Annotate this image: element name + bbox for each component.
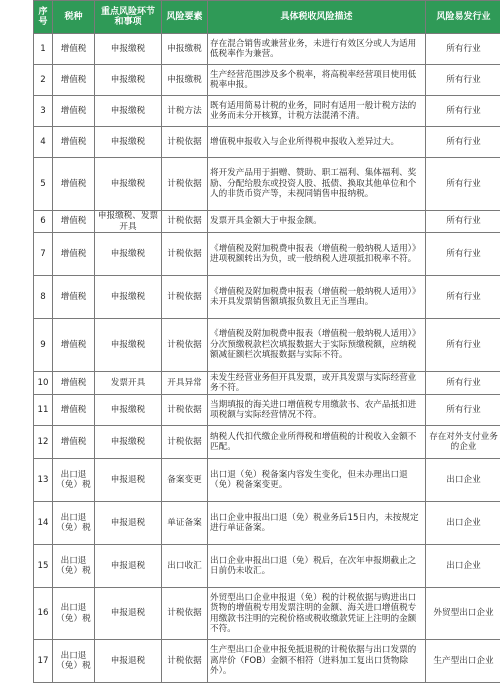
description-cell: 《增值税及附加税费申报表（增值税一般纳税人适用）》未开具发票销售额填报负数且无正当理由。	[208, 276, 426, 319]
table-row	[34, 459, 500, 502]
description-cell: 未发生经营业务但开具发票，或开具发票与实际经营业务不符。	[208, 372, 426, 395]
tax-type-cell: 增值税	[53, 65, 95, 96]
risk-element-cell: 出口收汇	[162, 545, 208, 588]
description-cell: 生产型出口企业申报免抵退税的计税依据与出口发票的离岸价（FOB）金额不相符（进料加工复出口货物除外）。	[208, 640, 426, 683]
row-number: 17	[34, 640, 53, 683]
risk-link-cell: 发票开具	[95, 372, 162, 395]
header-risk-element: 风险要素	[162, 1, 208, 34]
risk-link-cell: 申报缴税	[95, 426, 162, 459]
tax-type-cell: 增值税	[53, 34, 95, 65]
industry-cell: 存在对外支付业务的企业	[426, 426, 500, 459]
table-header	[34, 1, 500, 34]
industry-cell: 所有行业	[426, 233, 500, 276]
description-cell: 外贸型出口企业申报退（免）税的计税依据与购进出口货物的增值税专用发票注明的金额、海关进口增值税专用缴款书注明的完税价格或税收缴款凭证上注明的金额不符。	[208, 588, 426, 640]
industry-cell: 所有行业	[426, 372, 500, 395]
row-number: 13	[34, 459, 53, 502]
risk-element-cell: 申报缴税	[162, 34, 208, 65]
risk-element-cell: 开具异常	[162, 372, 208, 395]
row-number: 9	[34, 319, 53, 372]
description-cell: 生产经营范围涉及多个税率，将高税率经营项目使用低税率申报。	[208, 65, 426, 96]
tax-type-cell: 增值税	[53, 372, 95, 395]
row-number: 4	[34, 127, 53, 158]
risk-link-cell: 申报缴税、发票开具	[95, 211, 162, 233]
industry-cell: 出口企业	[426, 545, 500, 588]
description-cell: 《增值税及附加税费申报表（增值税一般纳税人适用）》进项税额转出为负，或一般纳税人进项抵扣税率不符。	[208, 233, 426, 276]
risk-link-cell: 申报退税	[95, 545, 162, 588]
row-number: 1	[34, 34, 53, 65]
tax-type-cell: 增值税	[53, 96, 95, 127]
table-row	[34, 502, 500, 545]
industry-cell: 所有行业	[426, 276, 500, 319]
risk-link-cell: 申报缴税	[95, 233, 162, 276]
description-cell: 存在混合销售或兼营业务，未进行有效区分或人为适用低税率作为兼营。	[208, 34, 426, 65]
tax-type-cell: 增值税	[53, 395, 95, 426]
table-row	[34, 127, 500, 158]
description-cell: 出口企业申报出口退（免）税后，在次年申报期截止之日前仍未收汇。	[208, 545, 426, 588]
tax-type-cell: 出口退（免）税	[53, 545, 95, 588]
risk-element-cell: 计税依据	[162, 395, 208, 426]
tax-type-cell: 出口退（免）税	[53, 640, 95, 683]
table-row	[34, 395, 500, 426]
tax-type-cell: 增值税	[53, 426, 95, 459]
tax-type-cell: 出口退（免）税	[53, 502, 95, 545]
description-cell: 纳税人代扣代缴企业所得税和增值税的计税收入金额不匹配。	[208, 426, 426, 459]
risk-element-cell: 计税依据	[162, 211, 208, 233]
tax-type-cell: 出口退（免）税	[53, 588, 95, 640]
header-tax-type: 税种	[53, 1, 95, 34]
tax-type-cell: 增值税	[53, 127, 95, 158]
industry-cell: 出口企业	[426, 459, 500, 502]
industry-cell: 所有行业	[426, 65, 500, 96]
table-row	[34, 34, 500, 65]
row-number: 16	[34, 588, 53, 640]
risk-element-cell: 计税依据	[162, 127, 208, 158]
tax-type-cell: 出口退（免）税	[53, 459, 95, 502]
table-row	[34, 640, 500, 683]
row-number: 2	[34, 65, 53, 96]
row-number: 5	[34, 158, 53, 211]
tax-type-cell: 增值税	[53, 211, 95, 233]
table-row	[34, 588, 500, 640]
row-number: 8	[34, 276, 53, 319]
table-body	[34, 34, 500, 683]
row-number: 3	[34, 96, 53, 127]
risk-element-cell: 计税依据	[162, 640, 208, 683]
description-cell: 《增值税及附加税费申报表（增值税一般纳税人适用）》分次预缴税款栏次填报数据大于实际预缴税额，应纳税额减征额栏次填报数据与实际不符。	[208, 319, 426, 372]
risk-link-cell: 申报缴税	[95, 319, 162, 372]
risk-element-cell: 备案变更	[162, 459, 208, 502]
table-row	[34, 372, 500, 395]
industry-cell: 所有行业	[426, 96, 500, 127]
risk-link-cell: 申报退税	[95, 588, 162, 640]
row-number: 10	[34, 372, 53, 395]
table-row	[34, 158, 500, 211]
description-cell: 将开发产品用于捐赠、赞助、职工福利、集体福利、奖励、分配给股东或投资人股、抵债、换取其他单位和个人的非货币资产等，未视同销售申报纳税。	[208, 158, 426, 211]
header-industry: 风险易发行业	[426, 1, 500, 34]
tax-type-cell: 增值税	[53, 319, 95, 372]
tax-risk-table	[33, 0, 500, 683]
description-cell: 出口退（免）税备案内容发生变化，但未办理出口退（免）税备案变更。	[208, 459, 426, 502]
risk-element-cell: 计税方法	[162, 96, 208, 127]
header-risk-link: 重点风险环节和事项	[95, 1, 162, 34]
description-cell: 发票开具金额大于申报金额。	[208, 211, 426, 233]
description-cell: 既有适用简易计税的业务，同时有适用一般计税方法的业务而未分开核算，计税方法混淆不清。	[208, 96, 426, 127]
risk-link-cell: 申报缴税	[95, 276, 162, 319]
risk-table-container	[33, 0, 500, 683]
table-row	[34, 96, 500, 127]
industry-cell: 生产型出口企业	[426, 640, 500, 683]
tax-type-cell: 增值税	[53, 276, 95, 319]
risk-link-cell: 申报缴税	[95, 96, 162, 127]
industry-cell: 所有行业	[426, 395, 500, 426]
industry-cell: 所有行业	[426, 319, 500, 372]
risk-link-cell: 申报退税	[95, 459, 162, 502]
industry-cell: 出口企业	[426, 502, 500, 545]
description-cell: 当期填报的海关进口增值税专用缴款书、农产品抵扣进项税额与实际经营情况不符。	[208, 395, 426, 426]
risk-link-cell: 申报退税	[95, 640, 162, 683]
table-row	[34, 545, 500, 588]
risk-link-cell: 申报退税	[95, 502, 162, 545]
header-risk-description: 具体税收风险描述	[208, 1, 426, 34]
table-row	[34, 211, 500, 233]
industry-cell: 外贸型出口企业	[426, 588, 500, 640]
risk-link-cell: 申报缴税	[95, 34, 162, 65]
risk-link-cell: 申报缴税	[95, 127, 162, 158]
row-number: 12	[34, 426, 53, 459]
risk-link-cell: 申报缴税	[95, 395, 162, 426]
table-row	[34, 233, 500, 276]
row-number: 14	[34, 502, 53, 545]
tax-type-cell: 增值税	[53, 158, 95, 211]
description-cell: 出口企业申报出口退（免）税业务后15日内，未按规定进行单证备案。	[208, 502, 426, 545]
industry-cell: 所有行业	[426, 127, 500, 158]
risk-element-cell: 单证备案	[162, 502, 208, 545]
risk-element-cell: 申报缴税	[162, 65, 208, 96]
table-row	[34, 426, 500, 459]
row-number: 6	[34, 211, 53, 233]
row-number: 7	[34, 233, 53, 276]
risk-element-cell: 计税依据	[162, 158, 208, 211]
row-number: 11	[34, 395, 53, 426]
risk-link-cell: 申报缴税	[95, 158, 162, 211]
industry-cell: 所有行业	[426, 34, 500, 65]
table-row	[34, 65, 500, 96]
industry-cell: 所有行业	[426, 211, 500, 233]
header-row	[34, 1, 500, 34]
risk-element-cell: 计税依据	[162, 588, 208, 640]
industry-cell: 所有行业	[426, 158, 500, 211]
row-number: 15	[34, 545, 53, 588]
risk-element-cell: 计税依据	[162, 276, 208, 319]
table-row	[34, 319, 500, 372]
table-row	[34, 276, 500, 319]
header-no: 序号	[34, 1, 53, 34]
risk-element-cell: 计税依据	[162, 233, 208, 276]
risk-element-cell: 计税依据	[162, 319, 208, 372]
risk-link-cell: 申报缴税	[95, 65, 162, 96]
risk-element-cell: 计税依据	[162, 426, 208, 459]
tax-type-cell: 增值税	[53, 233, 95, 276]
description-cell: 增值税申报收入与企业所得税申报收入差异过大。	[208, 127, 426, 158]
